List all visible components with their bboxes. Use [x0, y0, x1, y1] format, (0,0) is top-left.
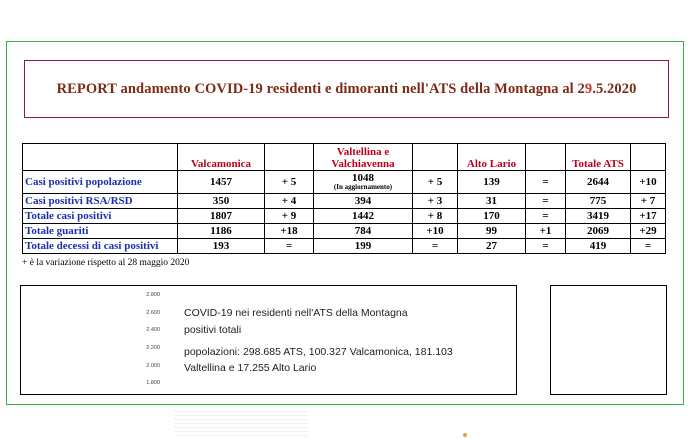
table-cell: +18 [265, 224, 314, 239]
table-cell: 350 [178, 194, 265, 209]
table-cell: 1442 [314, 209, 413, 224]
faded-chart-fragment [174, 408, 308, 436]
table-cell: + 8 [413, 209, 458, 224]
table-cell: 2644 [566, 171, 631, 194]
table-cell: = [526, 194, 566, 209]
y-tick-label: 1.800 [146, 380, 160, 386]
header-var-1 [265, 144, 314, 171]
table-cell: = [631, 239, 666, 254]
title-box [24, 60, 669, 118]
header-totale-ats: Totale ATS [566, 144, 631, 171]
header-valcamonica: Valcamonica [178, 144, 265, 171]
table-cell: = [526, 209, 566, 224]
table-cell: 99 [458, 224, 526, 239]
table-cell: + 9 [265, 209, 314, 224]
table-cell-note: (In aggiornamento) [333, 183, 393, 191]
chart-box-secondary [550, 285, 667, 395]
row-label: Totale decessi di casi positivi [23, 239, 178, 254]
table-cell: 784 [314, 224, 413, 239]
header-blank [23, 144, 178, 171]
table-cell: 170 [458, 209, 526, 224]
table-cell: 27 [458, 239, 526, 254]
table-cell: = [526, 239, 566, 254]
table-cell: +17 [631, 209, 666, 224]
table-cell: +29 [631, 224, 666, 239]
report-title: REPORT andamento COVID-19 residenti e dimoranti nell'ATS della Montagna al 29.5.2020 [56, 80, 637, 97]
table-cell: + 5 [413, 171, 458, 194]
header-valtellina: Valtellina e Valchiavenna [314, 144, 413, 171]
table-cell: +10 [413, 224, 458, 239]
table-cell: + 5 [265, 171, 314, 194]
table-cell: + 7 [631, 194, 666, 209]
row-label: Totale casi positivi [23, 209, 178, 224]
table-cell: = [413, 239, 458, 254]
table-cell: 394 [314, 194, 413, 209]
row-label: Totale guariti [23, 224, 178, 239]
y-tick-label: 2.200 [146, 345, 160, 351]
chart-population-note: popolazioni: 298.685 ATS, 100.327 Valcamonica, 181.103 Valtellina e 17.255 Alto Lario [184, 346, 453, 374]
y-tick-label: 2.600 [146, 310, 160, 316]
table-row [23, 171, 666, 194]
row-label: Casi positivi popolazione [23, 171, 178, 194]
table-cell: = [526, 171, 566, 194]
chart-caption [184, 305, 454, 376]
table-cell-value: 1048 [352, 172, 374, 184]
table-cell-with-note [314, 171, 413, 194]
header-var-4 [631, 144, 666, 171]
table-cell: = [265, 239, 314, 254]
table-cell: +1 [526, 224, 566, 239]
header-alto-lario: Alto Lario [458, 144, 526, 171]
table-cell: 2069 [566, 224, 631, 239]
chart-title: COVID-19 nei residenti nell'ATS della Montagna [184, 307, 408, 319]
table-cell: +10 [631, 171, 666, 194]
table-cell: 199 [314, 239, 413, 254]
report-table [22, 143, 666, 254]
y-tick-label: 2.000 [146, 363, 160, 369]
table-cell: 1186 [178, 224, 265, 239]
table-cell: 139 [458, 171, 526, 194]
table-cell: 3419 [566, 209, 631, 224]
table-row [23, 194, 666, 209]
table-cell: + 4 [265, 194, 314, 209]
table-cell: 193 [178, 239, 265, 254]
table-cell: 775 [566, 194, 631, 209]
row-label: Casi positivi RSA/RSD [23, 194, 178, 209]
faded-mark [463, 433, 467, 437]
table-cell: + 3 [413, 194, 458, 209]
y-tick-label: 2.800 [146, 292, 160, 298]
table-row [23, 239, 666, 254]
header-var-3 [526, 144, 566, 171]
variation-note: + è la variazione rispetto al 28 maggio 2020 [22, 258, 190, 268]
table-row [23, 209, 666, 224]
chart-subtitle: positivi totali [184, 324, 242, 336]
y-tick-label: 2.400 [146, 327, 160, 333]
header-var-2 [413, 144, 458, 171]
table-cell: 1807 [178, 209, 265, 224]
table-row [23, 224, 666, 239]
table-header-row [23, 144, 666, 171]
table-cell: 1457 [178, 171, 265, 194]
table-cell: 419 [566, 239, 631, 254]
table-cell: 31 [458, 194, 526, 209]
